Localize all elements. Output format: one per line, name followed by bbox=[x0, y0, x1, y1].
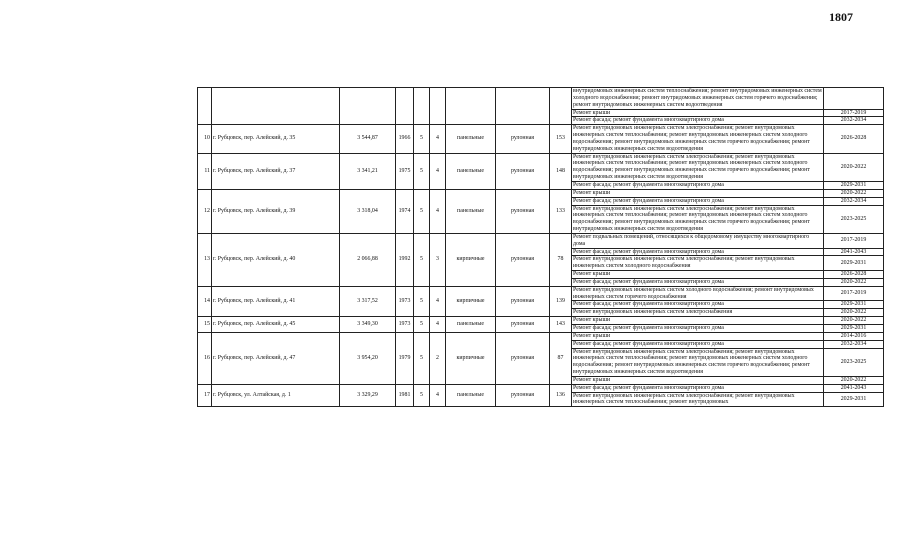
address-cell: г. Рубцовск, пер. Алейский, д. 45 bbox=[212, 317, 340, 333]
period-cell: 2017-2019 bbox=[824, 109, 884, 117]
area-cell: 3 544,87 bbox=[340, 125, 396, 153]
area-cell: 2 066,88 bbox=[340, 233, 396, 286]
area-cell: 3 349,30 bbox=[340, 317, 396, 333]
year-cell: 1992 bbox=[396, 233, 414, 286]
area-cell: 3 954,20 bbox=[340, 332, 396, 384]
wall-material-cell bbox=[446, 88, 496, 125]
floors-cell: 5 bbox=[414, 317, 430, 333]
work-type-cell: Ремонт фасада; ремонт фундамента многоквартирного дома bbox=[572, 117, 824, 125]
roof-type-cell: рулонная bbox=[496, 189, 550, 233]
wall-material-cell: панельные bbox=[446, 125, 496, 153]
table-row bbox=[198, 88, 884, 110]
entrances-cell: 4 bbox=[430, 153, 446, 189]
roof-type-cell: рулонная bbox=[496, 153, 550, 189]
work-type-cell: Ремонт внутридомовых инженерных систем электроснабжения; ремонт внутридомовых инженерных систем теплоснабжения; ремонт внутридомовых инженерных систем холодного водоснабжения; ремонт внутридомовых инженерных систем горячего водоснабжения; ремонт внутридомовых инженерных систем водоотведения bbox=[572, 348, 824, 376]
row-number: 12 bbox=[198, 189, 212, 233]
table-row bbox=[198, 286, 884, 301]
period-cell: 2029-2031 bbox=[824, 392, 884, 407]
row-number: 15 bbox=[198, 317, 212, 333]
work-type-cell: Ремонт фасада; ремонт фундамента многоквартирного дома bbox=[572, 181, 824, 189]
address-cell: г. Рубцовск, пер. Алейский, д. 35 bbox=[212, 125, 340, 153]
work-type-cell: Ремонт крыши bbox=[572, 332, 824, 340]
wall-material-cell: панельные bbox=[446, 153, 496, 189]
work-type-cell: Ремонт внутридомовых инженерных систем электроснабжения bbox=[572, 309, 824, 317]
period-cell: 2020-2022 bbox=[824, 189, 884, 197]
period-cell: 2020-2022 bbox=[824, 153, 884, 181]
floors-cell: 5 bbox=[414, 384, 430, 407]
year-cell: 1979 bbox=[396, 332, 414, 384]
floors-cell: 5 bbox=[414, 332, 430, 384]
roof-type-cell: рулонная bbox=[496, 286, 550, 316]
work-type-cell: Ремонт внутридомовых инженерных систем электроснабжения; ремонт внутридомовых инженерных систем холодного водоснабжения bbox=[572, 256, 824, 271]
roof-type-cell: рулонная bbox=[496, 317, 550, 333]
year-cell bbox=[396, 88, 414, 125]
period-cell: 2029-2031 bbox=[824, 181, 884, 189]
entrances-cell: 2 bbox=[430, 332, 446, 384]
page-number: 1807 bbox=[829, 10, 853, 24]
period-cell: 2029-2031 bbox=[824, 301, 884, 309]
work-type-cell: Ремонт крыши bbox=[572, 271, 824, 279]
period-cell: 2017-2019 bbox=[824, 286, 884, 301]
apartments-cell: 148 bbox=[550, 153, 572, 189]
apartments-cell: 87 bbox=[550, 332, 572, 384]
area-cell: 3 318,04 bbox=[340, 189, 396, 233]
entrances-cell: 3 bbox=[430, 233, 446, 286]
period-cell: 2020-2022 bbox=[824, 376, 884, 384]
year-cell: 1973 bbox=[396, 286, 414, 316]
table-row bbox=[198, 125, 884, 153]
roof-type-cell: рулонная bbox=[496, 332, 550, 384]
floors-cell: 5 bbox=[414, 286, 430, 316]
address-cell: г. Рубцовск, пер. Алейский, д. 40 bbox=[212, 233, 340, 286]
entrances-cell: 4 bbox=[430, 189, 446, 233]
area-cell bbox=[340, 88, 396, 125]
period-cell: 2020-2022 bbox=[824, 278, 884, 286]
work-type-cell: Ремонт внутридомовых инженерных систем электроснабжения; ремонт внутридомовых инженерных систем теплоснабжения; ремонт внутридомовых bbox=[572, 392, 824, 407]
floors-cell: 5 bbox=[414, 125, 430, 153]
area-cell: 3 341,21 bbox=[340, 153, 396, 189]
floors-cell: 5 bbox=[414, 153, 430, 189]
floors-cell: 5 bbox=[414, 233, 430, 286]
year-cell: 1975 bbox=[396, 153, 414, 189]
work-type-cell: Ремонт фасада; ремонт фундамента многоквартирного дома bbox=[572, 384, 824, 392]
period-cell: 2020-2022 bbox=[824, 317, 884, 325]
period-cell: 2026-2028 bbox=[824, 271, 884, 279]
work-type-cell: Ремонт внутридомовых инженерных систем электроснабжения; ремонт внутридомовых инженерных систем теплоснабжения; ремонт внутридомовых инженерных систем холодного водоснабжения; ремонт внутридомовых инженерных систем горячего водоснабжения; ремонт внутридомовых инженерных систем водоотведения bbox=[572, 125, 824, 153]
work-type-cell: Ремонт крыши bbox=[572, 189, 824, 197]
area-cell: 3 329,29 bbox=[340, 384, 396, 407]
work-type-cell: Ремонт внутридомовых инженерных систем холодного водоснабжения; ремонт внутридомовых инженерных систем горячего водоснабжения bbox=[572, 286, 824, 301]
period-cell: 2032-2034 bbox=[824, 117, 884, 125]
work-type-cell: Ремонт фасада; ремонт фундамента многоквартирного дома bbox=[572, 301, 824, 309]
wall-material-cell: панельные bbox=[446, 384, 496, 407]
period-cell: 2020-2022 bbox=[824, 309, 884, 317]
period-cell: 2023-2025 bbox=[824, 348, 884, 376]
apartments-cell: 153 bbox=[550, 125, 572, 153]
period-cell: 2023-2025 bbox=[824, 205, 884, 233]
row-number: 11 bbox=[198, 153, 212, 189]
row-number bbox=[198, 88, 212, 125]
period-cell: 2029-2031 bbox=[824, 325, 884, 333]
year-cell: 1973 bbox=[396, 317, 414, 333]
period-cell: 2032-2034 bbox=[824, 197, 884, 205]
wall-material-cell: кирпичные bbox=[446, 233, 496, 286]
wall-material-cell: кирпичные bbox=[446, 286, 496, 316]
row-number: 17 bbox=[198, 384, 212, 407]
address-cell: г. Рубцовск, пер. Алейский, д. 39 bbox=[212, 189, 340, 233]
apartments-cell: 143 bbox=[550, 317, 572, 333]
table-row bbox=[198, 233, 884, 248]
entrances-cell bbox=[430, 88, 446, 125]
table-row bbox=[198, 189, 884, 197]
row-number: 16 bbox=[198, 332, 212, 384]
apartments-cell: 136 bbox=[550, 384, 572, 407]
roof-type-cell: рулонная bbox=[496, 125, 550, 153]
row-number: 13 bbox=[198, 233, 212, 286]
row-number: 14 bbox=[198, 286, 212, 316]
work-type-cell: Ремонт подвальных помещений, относящихся к общедомовому имуществу многоквартирного дома bbox=[572, 233, 824, 248]
work-type-cell: внутридомовых инженерных систем теплоснабжения; ремонт внутридомовых инженерных систем холодного водоснабжения; ремонт внутридомовых инженерных систем горячего водоснабжения; ремонт внутридомовых инженерных систем водоотведения bbox=[573, 88, 822, 108]
roof-type-cell: рулонная bbox=[496, 233, 550, 286]
year-cell: 1966 bbox=[396, 125, 414, 153]
apartments-cell: 133 bbox=[550, 189, 572, 233]
period-cell bbox=[824, 88, 884, 110]
roof-type-cell bbox=[496, 88, 550, 125]
entrances-cell: 4 bbox=[430, 286, 446, 316]
year-cell: 1981 bbox=[396, 384, 414, 407]
entrances-cell: 4 bbox=[430, 125, 446, 153]
wall-material-cell: панельные bbox=[446, 317, 496, 333]
period-cell: 2026-2028 bbox=[824, 125, 884, 153]
wall-material-cell: панельные bbox=[446, 189, 496, 233]
address-cell: г. Рубцовск, пер. Алейский, д. 41 bbox=[212, 286, 340, 316]
work-type-cell: Ремонт внутридомовых инженерных систем электроснабжения; ремонт внутридомовых инженерных систем теплоснабжения; ремонт внутридомовых инженерных систем холодного водоснабжения; ремонт внутридомовых инженерных систем горячего водоснабжения; ремонт внутридомовых инженерных систем водоотведения bbox=[572, 205, 824, 233]
period-cell: 2017-2019 bbox=[824, 233, 884, 248]
work-type-cell: Ремонт фасада; ремонт фундамента многоквартирного дома bbox=[572, 325, 824, 333]
address-cell: г. Рубцовск, ул. Алтайская, д. 1 bbox=[212, 384, 340, 407]
entrances-cell: 4 bbox=[430, 384, 446, 407]
work-type-cell: Ремонт фасада; ремонт фундамента многоквартирного дома bbox=[572, 197, 824, 205]
period-cell: 2029-2031 bbox=[824, 256, 884, 271]
apartments-cell: 139 bbox=[550, 286, 572, 316]
roof-type-cell: рулонная bbox=[496, 384, 550, 407]
address-cell: г. Рубцовск, пер. Алейский, д. 47 bbox=[212, 332, 340, 384]
floors-cell bbox=[414, 88, 430, 125]
table-row bbox=[198, 317, 884, 325]
floors-cell: 5 bbox=[414, 189, 430, 233]
address-cell: г. Рубцовск, пер. Алейский, д. 37 bbox=[212, 153, 340, 189]
address-cell bbox=[212, 88, 340, 125]
wall-material-cell: кирпичные bbox=[446, 332, 496, 384]
repair-schedule-table bbox=[197, 87, 884, 407]
work-type-cell: Ремонт фасада; ремонт фундамента многоквартирного дома bbox=[572, 278, 824, 286]
work-type-cell: Ремонт крыши bbox=[572, 317, 824, 325]
area-cell: 3 317,52 bbox=[340, 286, 396, 316]
apartments-cell bbox=[550, 88, 572, 125]
work-type-cell: Ремонт крыши bbox=[572, 376, 824, 384]
period-cell: 2041-2043 bbox=[824, 384, 884, 392]
table-row bbox=[198, 384, 884, 392]
apartments-cell: 78 bbox=[550, 233, 572, 286]
work-type-cell: Ремонт внутридомовых инженерных систем электроснабжения; ремонт внутридомовых инженерных систем теплоснабжения; ремонт внутридомовых инженерных систем холодного водоснабжения; ремонт внутридомовых инженерных систем горячего водоснабжения; ремонт внутридомовых инженерных систем водоотведения bbox=[572, 153, 824, 181]
table-row bbox=[198, 332, 884, 340]
period-cell: 2041-2043 bbox=[824, 248, 884, 256]
table-row bbox=[198, 153, 884, 181]
work-type-cell: Ремонт фасада; ремонт фундамента многоквартирного дома bbox=[572, 340, 824, 348]
year-cell: 1974 bbox=[396, 189, 414, 233]
work-type-cell: Ремонт крыши bbox=[572, 109, 824, 117]
entrances-cell: 4 bbox=[430, 317, 446, 333]
period-cell: 2032-2034 bbox=[824, 340, 884, 348]
work-type-cell: Ремонт фасада; ремонт фундамента многоквартирного дома bbox=[572, 248, 824, 256]
row-number: 10 bbox=[198, 125, 212, 153]
period-cell: 2014-2016 bbox=[824, 332, 884, 340]
